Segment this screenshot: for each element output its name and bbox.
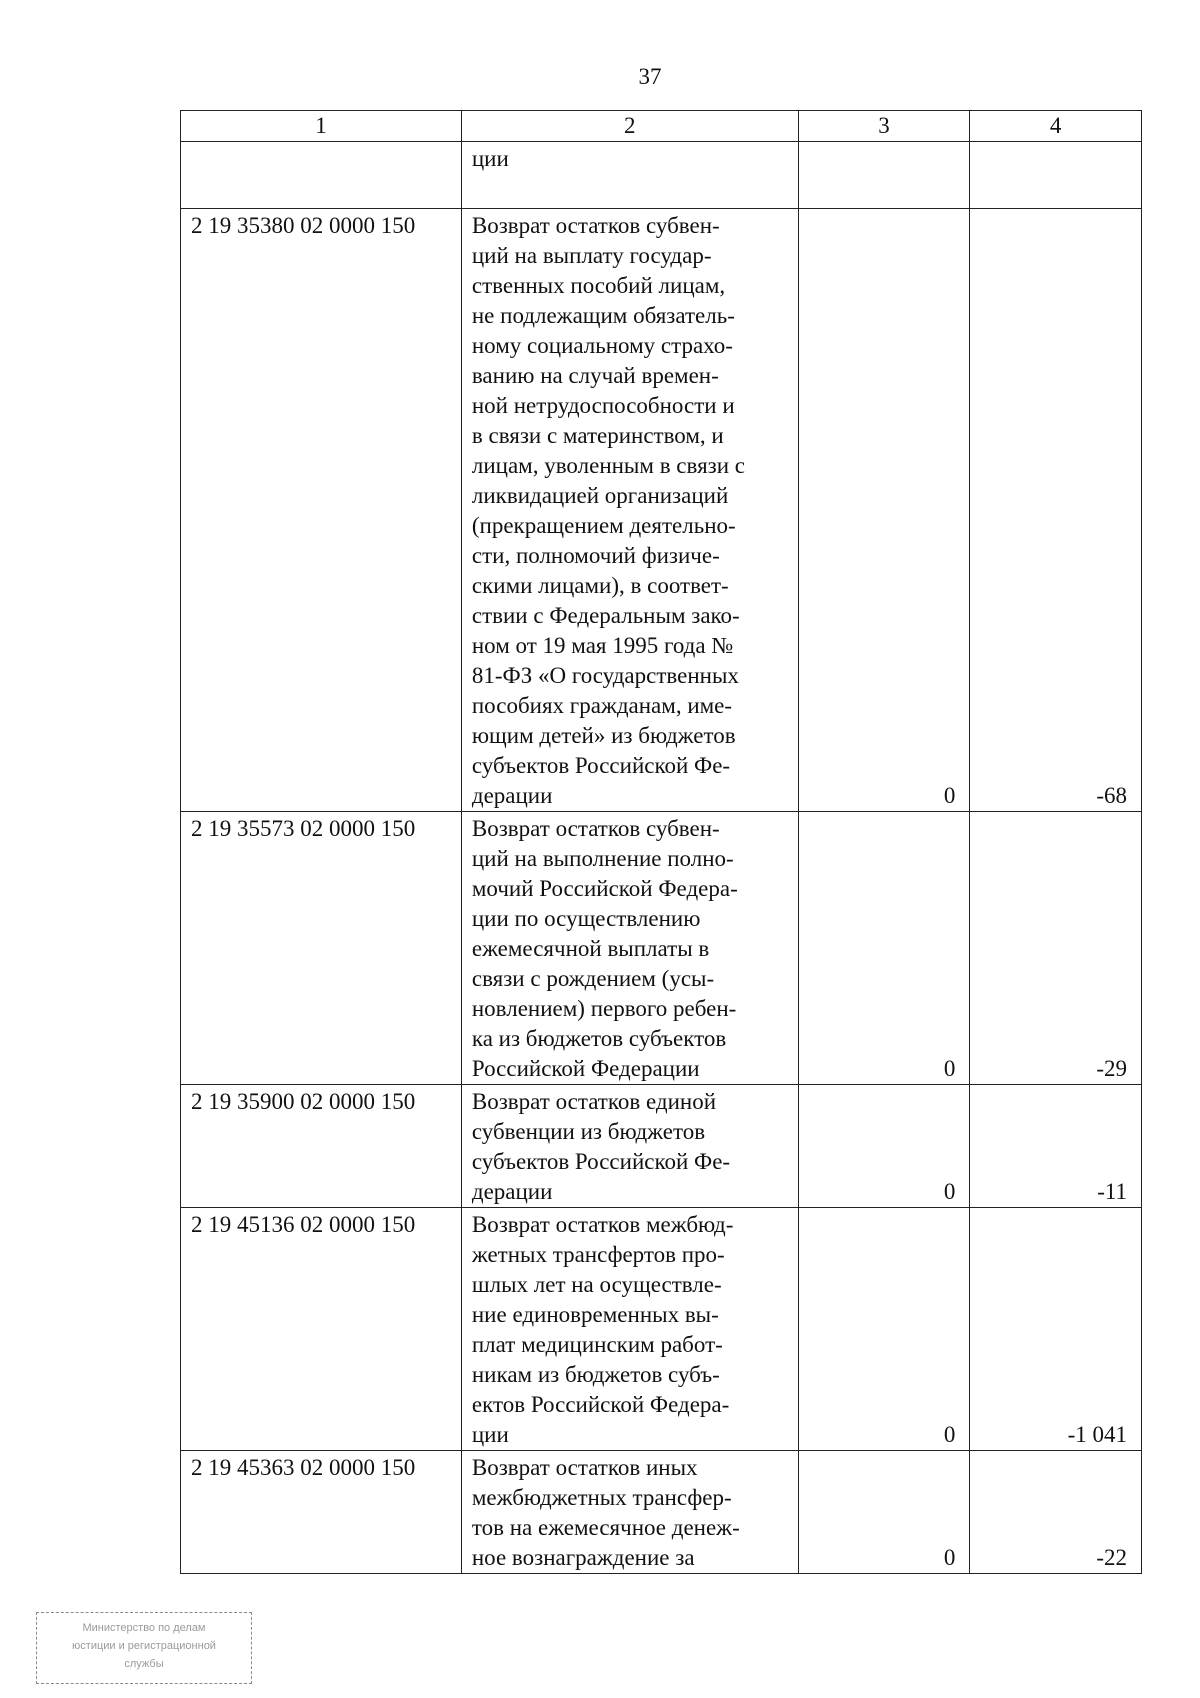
description-line: субвенции из бюджетов xyxy=(471,1119,706,1144)
description-cell xyxy=(461,1451,798,1574)
description-line: в связи с материнством, и xyxy=(471,423,724,448)
column-header-2: 2 xyxy=(461,111,798,142)
description-line: дерации xyxy=(471,1179,553,1204)
description-line: дерации xyxy=(471,783,553,808)
code-cell: 2 19 35573 02 0000 150 xyxy=(181,812,462,1085)
description-line: новлением) первого ребен- xyxy=(471,996,737,1021)
column-3-cell: 0 xyxy=(798,812,970,1085)
table-row xyxy=(181,1208,1142,1451)
column-header-4: 4 xyxy=(970,111,1142,142)
table-row xyxy=(181,1085,1142,1208)
description-line: ном от 19 мая 1995 года № xyxy=(471,633,734,658)
description-line: ежемесячной выплаты в xyxy=(471,936,710,961)
description-line: Возврат остатков иных xyxy=(471,1455,698,1480)
description-line: субъектов Российской Фе- xyxy=(471,753,731,778)
description-line: ствии с Федеральным зако- xyxy=(471,603,740,628)
description-line: Российской Федерации xyxy=(471,1056,700,1081)
column-header-3: 3 xyxy=(798,111,970,142)
description-line: тов на ежемесячное денеж- xyxy=(471,1515,740,1540)
stamp-line: юстиции и регистрационной xyxy=(72,1640,216,1652)
code-cell: 2 19 45136 02 0000 150 xyxy=(181,1208,462,1451)
description-line: (прекращением деятельно- xyxy=(471,513,736,538)
description-cell xyxy=(461,1208,798,1451)
description-line: Возврат остатков субвен- xyxy=(471,816,720,841)
description-line: ка из бюджетов субъектов xyxy=(471,1026,727,1051)
description-line: никам из бюджетов субъ- xyxy=(471,1362,720,1387)
column-4-cell: -68 xyxy=(970,209,1142,812)
stamp-line: службы xyxy=(124,1658,164,1670)
code-cell xyxy=(181,142,462,209)
column-3-cell: 0 xyxy=(798,209,970,812)
column-3-cell: 0 xyxy=(798,1085,970,1208)
column-4-cell: -1 041 xyxy=(970,1208,1142,1451)
description-line: 81-ФЗ «О государственных xyxy=(471,663,739,688)
description-line: субъектов Российской Фе- xyxy=(471,1149,731,1174)
description-line: не подлежащим обязатель- xyxy=(471,303,735,328)
description-line: Возврат остатков субвен- xyxy=(471,213,720,238)
description-line: ному социальному страхо- xyxy=(471,333,733,358)
description-line: ственных пособий лицам, xyxy=(471,273,726,298)
description-line: сти, полномочий физиче- xyxy=(471,543,720,568)
stamp-line: Министерство по делам xyxy=(82,1622,206,1634)
code-cell: 2 19 35380 02 0000 150 xyxy=(181,209,462,812)
description-line: плат медицинским работ- xyxy=(471,1332,723,1357)
description-line: скими лицами), в соответ- xyxy=(471,573,729,598)
description-line: Возврат остатков единой xyxy=(471,1089,717,1114)
description-line: ектов Российской Федера- xyxy=(471,1392,730,1417)
description-cell xyxy=(461,209,798,812)
description-line: ции по осуществлению xyxy=(471,906,701,931)
description-line: ций на выполнение полно- xyxy=(471,846,734,871)
description-line: лицам, уволенным в связи с xyxy=(471,453,745,478)
description-line: пособиях гражданам, име- xyxy=(471,693,733,718)
description-cell xyxy=(461,142,798,209)
description-line: мочий Российской Федера- xyxy=(471,876,738,901)
description-line: ликвидацией организаций xyxy=(471,483,729,508)
description-line: ное вознаграждение за xyxy=(471,1545,695,1570)
column-header-1: 1 xyxy=(181,111,462,142)
description-line: шлых лет на осуществле- xyxy=(471,1272,722,1297)
description-line: ции xyxy=(471,146,509,171)
page-number: 37 xyxy=(638,64,662,89)
table-header-row xyxy=(181,111,1142,142)
code-cell: 2 19 45363 02 0000 150 xyxy=(181,1451,462,1574)
table-row xyxy=(181,1451,1142,1574)
table-row xyxy=(181,812,1142,1085)
description-line: связи с рождением (усы- xyxy=(471,966,715,991)
description-cell xyxy=(461,812,798,1085)
budget-table xyxy=(180,110,1142,1574)
column-4-cell: -29 xyxy=(970,812,1142,1085)
description-line: ций на выплату государ- xyxy=(471,243,712,268)
code-cell: 2 19 35900 02 0000 150 xyxy=(181,1085,462,1208)
description-line: межбюджетных трансфер- xyxy=(471,1485,732,1510)
description-line: жетных трансфертов про- xyxy=(471,1242,725,1267)
column-4-cell: -11 xyxy=(970,1085,1142,1208)
column-4-cell xyxy=(970,142,1142,209)
description-line: ющим детей» из бюджетов xyxy=(471,723,736,748)
column-4-cell: -22 xyxy=(970,1451,1142,1574)
description-line: Возврат остатков межбюд- xyxy=(471,1212,734,1237)
column-3-cell: 0 xyxy=(798,1208,970,1451)
column-3-cell xyxy=(798,142,970,209)
description-line: ние единовременных вы- xyxy=(471,1302,719,1327)
table-row xyxy=(181,209,1142,812)
column-3-cell: 0 xyxy=(798,1451,970,1574)
description-line: ции xyxy=(471,1422,509,1447)
description-cell xyxy=(461,1085,798,1208)
description-line: ной нетрудоспособности и xyxy=(471,393,735,418)
continued-row xyxy=(181,142,1142,209)
description-line: ванию на случай времен- xyxy=(471,363,719,388)
registration-stamp xyxy=(36,1612,252,1684)
